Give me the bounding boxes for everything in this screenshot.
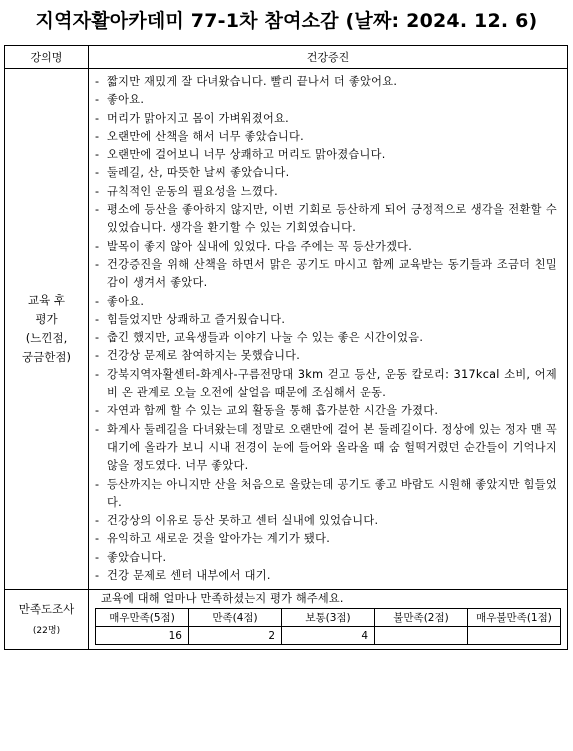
comment-text: 오랜만에 걸어보니 너무 상쾌하고 머리도 맑아졌습니다. [107,148,386,162]
comment-item: - 오랜만에 산책을 해서 너무 좋았습니다. [95,128,557,146]
evaluation-label-line: 궁금한점) [22,350,71,365]
comment-item: - 등산까지는 아니지만 산을 처음으로 올랐는데 공기도 좋고 바람도 시원해 좋았지만 힘들었다. [95,476,557,513]
page-title: 지역자활아카데미 77-1차 참여소감 (날짜: 2024. 12. 6) [35,10,538,32]
comment-text: 좋아요. [107,93,145,107]
comment-item: - 좋아요. [95,91,557,109]
comment-text: 오랜만에 산책을 해서 너무 좋았습니다. [107,129,304,143]
comment-item: - 머리가 맑아지고 몸이 가벼워졌어요. [95,110,557,128]
comment-text: 평소에 등산을 좋아하지 않지만, 이번 기회로 등산하게 되어 긍정적으로 생각을 전환할 수 있었습니다. 생각을 환기할 수 있는 기회였습니다. [107,203,557,235]
comment-item: - 좋아요. [95,293,557,311]
comment-item: - 발목이 좋지 않아 실내에 있었다. 다음 주에는 꼭 등산가겠다. [95,238,557,256]
comment-text: 건강증진을 위해 산책을 하면서 맑은 공기도 마시고 함께 교육받는 동기들과 조금더 친밀감이 생겨서 좋았다. [107,257,557,290]
rating-level: 불만족(2점) [375,609,468,627]
comment-item: - 유익하고 새로운 것을 알아가는 계기가 됐다. [95,530,557,548]
respondent-count: (22명) [32,625,61,636]
evaluation-label-line: 평가 [35,312,58,327]
evaluation-label [5,69,89,590]
comment-item: - 강북지역자활센터-화계사-구름전망대 3km 걷고 등산, 운동 칼로리: 317kcal 소비, 어제 비 온 관계로 오늘 오전에 살얼음 때문에 조심해서 운동. [95,366,557,403]
comment-text: 강북지역자활센터-화계사-구름전망대 3km 걷고 등산, 운동 칼로리: 317kcal 소비, 어제 비 온 관계로 오늘 오전에 살얼음 때문에 조심해서 운동. [107,367,557,400]
comment-text: 건강 문제로 센터 내부에서 대기. [107,569,271,583]
comment-item: - 오랜만에 걸어보니 너무 상쾌하고 머리도 맑아졌습니다. [95,146,557,164]
comment-text: 유익하고 새로운 것을 알아가는 계기가 됐다. [107,532,331,546]
rating-count [375,627,468,645]
evaluation-label-line: (느낀점, [25,331,68,346]
comment-item: - 건강 문제로 센터 내부에서 대기. [95,567,557,585]
comment-item: - 건강상 문제로 참여하지는 못했습니다. [95,347,557,365]
satisfaction-row [5,590,568,650]
comment-text: 자연과 함께 할 수 있는 교외 활동을 통해 흡가분한 시간을 가졌다. [107,404,439,418]
comment-text: 춥긴 했지만, 교육생들과 이야기 나눌 수 있는 좋은 시간이었음. [107,331,424,345]
rating-level: 만족(4점) [189,609,282,627]
comment-text: 화계사 둘레길을 다녀왔는데 정말로 오랜만에 걸어 본 둘레길이다. 정상에 있는 정자 맨 꼭대기에 올라가 보니 시내 전경이 눈에 들어와 올라올 때 숨 헐떡거렸던 순간들이 기억나지 않을 정도였다. 너무 좋았다. [107,422,557,473]
survey-table [4,45,568,650]
satisfaction-label [5,590,89,650]
comment-item: - 건강상의 이유로 등산 못하고 센터 실내에 있었습니다. [95,512,557,530]
comment-item: - 자연과 함께 할 수 있는 교외 활동을 통해 흡가분한 시간을 가졌다. [95,402,557,420]
comment-item: - 좋았습니다. [95,549,557,567]
comment-text: 규칙적인 운동의 필요성을 느꼈다. [107,184,278,198]
satisfaction-title: 만족도조사 [18,601,75,616]
comment-item: - 건강증진을 위해 산책을 하면서 맑은 공기도 마시고 함께 교육받는 동기들과 조금더 친밀감이 생겨서 좋았다. [95,256,557,293]
rating-table [95,608,561,645]
comment-text: 좋아요. [107,294,145,308]
rating-header-row [96,609,561,627]
comment-item: - 평소에 등산을 좋아하지 않지만, 이번 기회로 등산하게 되어 긍정적으로 생각을 전환할 수 있었습니다. 생각을 환기할 수 있는 기회였습니다. [95,201,557,238]
rating-count-row [96,627,561,645]
comment-item: - 규칙적인 운동의 필요성을 느꼈다. [95,183,557,201]
rating-level: 매우만족(5점) [96,609,189,627]
comment-text: 등산까지는 아니지만 산을 처음으로 올랐는데 공기도 좋고 바람도 시원해 좋았지만 힘들었다. [107,477,557,509]
lecture-name-header: 강의명 [5,46,89,69]
comment-item: - 화계사 둘레길을 다녀왔는데 정말로 오랜만에 걸어 본 둘레길이다. 정상에 있는 정자 맨 꼭대기에 올라가 보니 시내 전경이 눈에 들어와 올라올 때 숨 헐떡거렸던 순간들이 기억나지 않을 정도였다. 너무 좋았다. [95,421,557,476]
comment-text: 좋았습니다. [107,550,167,564]
rating-count: 4 [282,627,375,645]
comment-text: 힘들었지만 상쾌하고 즐거웠습니다. [107,312,286,326]
comment-text: 건강상 문제로 참여하지는 못했습니다. [107,349,301,363]
header-row [5,46,568,69]
rating-level: 매우불만족(1점) [468,609,561,627]
comment-text: 발목이 좋지 않아 실내에 있었다. 다음 주에는 꼭 등산가겠다. [107,239,413,253]
satisfaction-cell [89,590,568,650]
comment-text: 머리가 맑아지고 몸이 가벼워졌어요. [107,111,290,125]
comment-list [89,69,568,590]
comment-text: 짧지만 재밌게 잘 다녀왔습니다. 빨리 끝나서 더 좋았어요. [107,75,398,88]
rating-count: 2 [189,627,282,645]
rating-count [468,627,561,645]
rating-level: 보통(3점) [282,609,375,627]
evaluation-label-line: 교육 후 [28,293,65,308]
comment-text: 건강상의 이유로 등산 못하고 센터 실내에 있었습니다. [107,514,379,528]
satisfaction-question: 교육에 대해 얼마나 만족하셨는지 평가 해주세요. [101,592,344,606]
comment-item: - 춥긴 했지만, 교육생들과 이야기 나눌 수 있는 좋은 시간이었음. [95,329,557,347]
comment-item: - 짧지만 재밌게 잘 다녀왔습니다. 빨리 끝나서 더 좋았어요. [95,73,557,91]
comment-text: 둘레길, 산, 따뜻한 날씨 좋았습니다. [107,166,290,180]
lecture-name-value: 건강증진 [89,46,568,69]
comment-item: - 힘들었지만 상쾌하고 즐거웠습니다. [95,311,557,329]
comment-item: - 둘레길, 산, 따뜻한 날씨 좋았습니다. [95,164,557,182]
rating-count: 16 [96,627,189,645]
evaluation-row [5,69,568,590]
